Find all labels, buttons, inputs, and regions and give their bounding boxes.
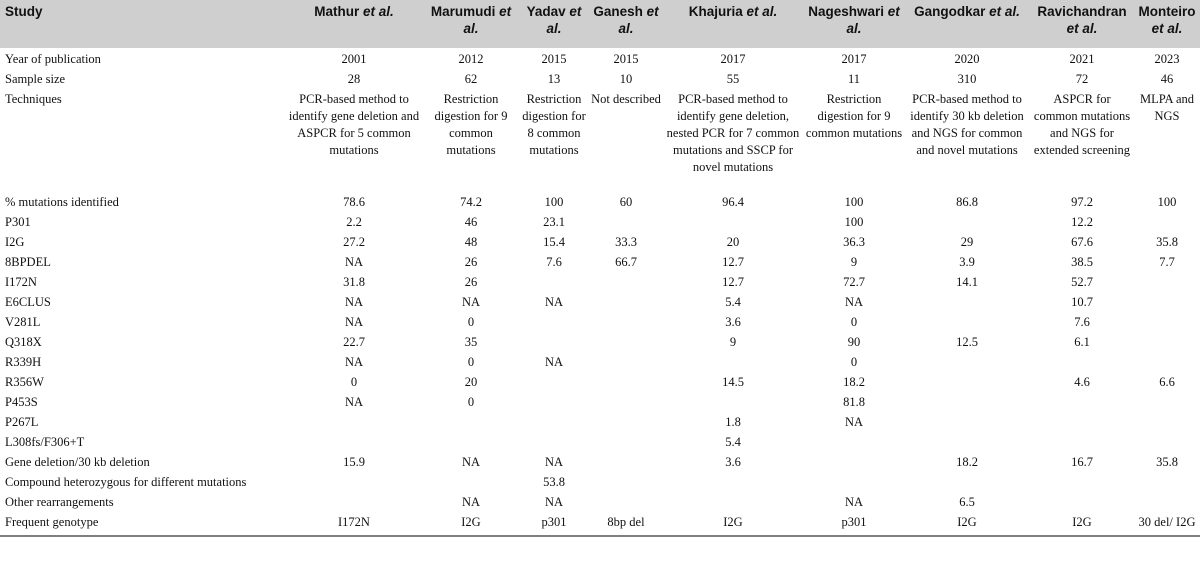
table-cell [284, 411, 424, 431]
column-header: Ravichandran et al. [1037, 4, 1127, 36]
table-cell: PCR-based method to identify gene deletion and ASPCR for 5 common mutations [288, 92, 420, 157]
table-cell: 66.7 [615, 255, 637, 269]
table-cell [1134, 331, 1200, 351]
table-cell: 3.6 [725, 455, 741, 469]
table-cell: 9 [850, 255, 858, 269]
table-cell: 6.5 [959, 495, 975, 509]
table-cell: 97.2 [1071, 195, 1093, 209]
table-row [0, 451, 1200, 471]
table-cell: 7.7 [1159, 255, 1175, 269]
table-row [0, 391, 1200, 411]
table-bottom-rule [0, 535, 1200, 537]
table-cell: 2017 [841, 52, 867, 66]
table-cell [904, 471, 1030, 491]
row-label: P267L [5, 415, 39, 429]
table-cell: 72 [1075, 72, 1089, 86]
table-cell [804, 431, 904, 451]
table-cell: PCR-based method to identify 30 kb deletion and NGS for common and novel mutations [910, 92, 1024, 157]
table-cell [1134, 471, 1200, 491]
table-cell [424, 471, 518, 491]
table-cell: I172N [338, 515, 370, 529]
table-cell: 60 [619, 195, 633, 209]
table-cell [662, 391, 804, 411]
table-cell [518, 431, 590, 451]
table-cell: 33.3 [615, 235, 637, 249]
row-label: L308fs/F306+T [5, 435, 85, 449]
table-cell: PCR-based method to identify gene deletion, nested PCR for 7 common mutations and SSCP for novel mutations [666, 92, 800, 174]
table-cell: 20 [726, 235, 740, 249]
table-cell: 26 [464, 255, 478, 269]
row-label: R339H [5, 355, 42, 369]
table-cell [1134, 311, 1200, 331]
table-cell: 100 [1157, 195, 1177, 209]
table-cell [1030, 431, 1134, 451]
table-cell: 86.8 [956, 195, 978, 209]
table-cell [904, 391, 1030, 411]
table-cell: 100 [844, 215, 864, 229]
table-cell [590, 431, 662, 451]
row-label: P453S [5, 395, 38, 409]
table-cell: 12.5 [956, 335, 978, 349]
table-cell: NA [344, 255, 364, 269]
table-cell: I2G [723, 515, 743, 529]
column-header: Study [5, 4, 43, 19]
table-cell: 7.6 [1074, 315, 1090, 329]
table-row [0, 411, 1200, 431]
table-cell [904, 291, 1030, 311]
table-cell [590, 391, 662, 411]
table-cell: 2021 [1069, 52, 1095, 66]
table-row [0, 231, 1200, 251]
table-cell: 12.2 [1071, 215, 1093, 229]
table-cell [590, 331, 662, 351]
table-cell: 6.6 [1159, 375, 1175, 389]
table-cell: 18.2 [956, 455, 978, 469]
table-cell: 27.2 [343, 235, 365, 249]
table-cell: 7.6 [546, 255, 562, 269]
table-cell: 0 [850, 355, 858, 369]
table-cell [1030, 391, 1134, 411]
table-cell: 8bp del [607, 515, 645, 529]
column-header: Ganesh et al. [593, 4, 659, 36]
column-header: Khajuria et al. [688, 4, 778, 19]
table-cell: 36.3 [843, 235, 865, 249]
table-header-row [0, 0, 1200, 48]
table-cell [662, 491, 804, 511]
table-cell: 2023 [1154, 52, 1180, 66]
table-cell: NA [544, 295, 564, 309]
table-cell: NA [344, 355, 364, 369]
table-cell: 4.6 [1074, 375, 1090, 389]
table-cell: 67.6 [1071, 235, 1093, 249]
table-cell: 55 [726, 72, 740, 86]
table-cell: 14.5 [722, 375, 744, 389]
row-label: I172N [5, 275, 37, 289]
row-label: 8BPDEL [5, 255, 51, 269]
table-cell [590, 471, 662, 491]
table-cell: 5.4 [725, 295, 741, 309]
row-label: R356W [5, 375, 44, 389]
table-cell: NA [461, 295, 481, 309]
table-body [0, 48, 1200, 534]
table-row [0, 471, 1200, 491]
table-cell: 2015 [541, 52, 567, 66]
table-cell: 53.8 [543, 475, 565, 489]
table-cell: 0 [350, 375, 358, 389]
table-cell [904, 311, 1030, 331]
column-header: Monteiro et al. [1138, 4, 1196, 36]
table-cell: NA [344, 395, 364, 409]
row-label: V281L [5, 315, 41, 329]
table-cell [518, 411, 590, 431]
table-cell: MLPA and NGS [1139, 92, 1195, 123]
table-row [0, 88, 1200, 191]
table-cell [590, 211, 662, 231]
table-cell [904, 411, 1030, 431]
table-cell [590, 411, 662, 431]
table-cell: Restriction digestion for 9 common mutations [434, 92, 508, 157]
table-cell: 16.7 [1071, 455, 1093, 469]
table-cell [662, 211, 804, 231]
table-cell: 35.8 [1156, 455, 1178, 469]
row-label: Q318X [5, 335, 42, 349]
table-cell: I2G [1072, 515, 1092, 529]
table-cell [804, 471, 904, 491]
table-cell [1134, 291, 1200, 311]
table-cell: 5.4 [725, 435, 741, 449]
table-cell [590, 491, 662, 511]
table-row [0, 251, 1200, 271]
table-cell: 28 [347, 72, 361, 86]
row-label: Sample size [5, 72, 66, 86]
table-cell [590, 271, 662, 291]
table-cell [284, 491, 424, 511]
table-cell: 0 [467, 315, 475, 329]
row-label: P301 [5, 215, 31, 229]
table-cell: 35.8 [1156, 235, 1178, 249]
table-row [0, 48, 1200, 68]
table-cell: 3.6 [725, 315, 741, 329]
table-cell [904, 351, 1030, 371]
table-cell: I2G [461, 515, 481, 529]
table-cell: p301 [541, 515, 567, 529]
table-cell: 9 [729, 335, 737, 349]
column-header: Mathur et al. [314, 4, 394, 19]
table-cell: p301 [841, 515, 867, 529]
table-cell: 11 [847, 72, 861, 86]
table-row [0, 371, 1200, 391]
table-cell: 96.4 [722, 195, 744, 209]
table-cell: 35 [464, 335, 478, 349]
table-cell: Restriction digestion for 9 common mutations [805, 92, 903, 140]
table-cell: 12.7 [722, 255, 744, 269]
table-cell: NA [544, 495, 564, 509]
table-cell: NA [844, 415, 864, 429]
row-label: Other rearrangements [5, 495, 114, 509]
table-cell [1030, 411, 1134, 431]
row-label: Gene deletion/30 kb deletion [5, 455, 150, 469]
table-row [0, 291, 1200, 311]
table-cell: 310 [957, 72, 977, 86]
table-cell: 10 [619, 72, 633, 86]
table-cell: 6.1 [1074, 335, 1090, 349]
table-cell: 2017 [720, 52, 746, 66]
column-header: Marumudi et al. [430, 4, 512, 36]
table-row [0, 331, 1200, 351]
table-cell: 0 [467, 395, 475, 409]
table-cell [1134, 391, 1200, 411]
table-cell: 81.8 [843, 395, 865, 409]
column-header: Gangodkar et al. [914, 4, 1020, 19]
table-cell [662, 471, 804, 491]
row-label: % mutations identified [5, 195, 119, 209]
table-row [0, 511, 1200, 534]
table-cell: 10.7 [1071, 295, 1093, 309]
table-cell [1030, 491, 1134, 511]
table-cell [590, 311, 662, 331]
table-cell: NA [844, 495, 864, 509]
row-label: E6CLUS [5, 295, 51, 309]
table-cell [284, 471, 424, 491]
table-cell: 2.2 [346, 215, 362, 229]
table-cell: Not described [591, 92, 661, 106]
table-cell: NA [544, 355, 564, 369]
table-cell [1134, 271, 1200, 291]
table-cell: 29 [960, 235, 974, 249]
table-cell [662, 351, 804, 371]
table-cell: 2001 [341, 52, 367, 66]
table-row [0, 491, 1200, 511]
table-cell: 72.7 [843, 275, 865, 289]
table-cell [1134, 411, 1200, 431]
table-cell: 46 [1160, 72, 1174, 86]
table-cell: 100 [544, 195, 564, 209]
table-cell: NA [461, 455, 481, 469]
table-cell: ASPCR for common mutations and NGS for extended screening [1033, 92, 1131, 157]
table-cell: 0 [850, 315, 858, 329]
table-cell: 46 [464, 215, 478, 229]
table-cell: 12.7 [722, 275, 744, 289]
table-row [0, 311, 1200, 331]
table-cell: NA [344, 315, 364, 329]
table-cell: NA [461, 495, 481, 509]
table-cell [518, 331, 590, 351]
table-cell [1134, 431, 1200, 451]
row-label: Compound heterozygous for different mutations [5, 475, 247, 489]
table-cell: 62 [464, 72, 478, 86]
table-cell: 78.6 [343, 195, 365, 209]
table-cell [518, 311, 590, 331]
table-cell: 15.9 [343, 455, 365, 469]
table-cell [904, 371, 1030, 391]
table-cell [284, 431, 424, 451]
table-row [0, 271, 1200, 291]
table-row [0, 431, 1200, 451]
table-cell: 3.9 [959, 255, 975, 269]
table-cell: I2G [957, 515, 977, 529]
table-cell [1134, 211, 1200, 231]
table-cell [590, 371, 662, 391]
table-cell: 2015 [613, 52, 639, 66]
row-label: Frequent genotype [5, 515, 99, 529]
table-cell: 1.8 [725, 415, 741, 429]
table-cell: 52.7 [1071, 275, 1093, 289]
table-row [0, 211, 1200, 231]
table-cell: 31.8 [343, 275, 365, 289]
table-cell [590, 451, 662, 471]
table-cell: 74.2 [460, 195, 482, 209]
table-cell: 20 [464, 375, 478, 389]
table-cell [1134, 491, 1200, 511]
table-cell: 38.5 [1071, 255, 1093, 269]
column-header: Nageshwari et al. [808, 4, 900, 36]
table-cell [518, 271, 590, 291]
table-cell [904, 211, 1030, 231]
row-label: I2G [5, 235, 25, 249]
table-cell: 100 [844, 195, 864, 209]
table-cell: 18.2 [843, 375, 865, 389]
table-cell [804, 451, 904, 471]
table-cell [1030, 351, 1134, 371]
table-cell [1134, 351, 1200, 371]
table-cell: 23.1 [543, 215, 565, 229]
table-cell: 2012 [458, 52, 484, 66]
table-cell [1030, 471, 1134, 491]
table-row [0, 68, 1200, 88]
table-cell: 0 [467, 355, 475, 369]
table-cell: 2020 [954, 52, 980, 66]
table-cell [424, 431, 518, 451]
table-row [0, 351, 1200, 371]
table-cell: NA [544, 455, 564, 469]
table-cell: Restriction digestion for 8 common mutations [522, 92, 586, 157]
table-cell: 14.1 [956, 275, 978, 289]
table-cell [424, 411, 518, 431]
table-cell [518, 391, 590, 411]
table-cell [518, 371, 590, 391]
column-header: Yadav et al. [526, 4, 582, 36]
table-cell: 30 del/ I2G [1138, 515, 1196, 529]
table-cell: 15.4 [543, 235, 565, 249]
table-cell [904, 431, 1030, 451]
table-cell: 48 [464, 235, 478, 249]
table-cell: 22.7 [343, 335, 365, 349]
table-cell: NA [344, 295, 364, 309]
row-label: Techniques [5, 92, 62, 106]
table-row [0, 191, 1200, 211]
table-cell: 26 [464, 275, 478, 289]
row-label: Year of publication [5, 52, 101, 66]
table-cell: NA [844, 295, 864, 309]
table-cell [590, 351, 662, 371]
table-cell: 13 [547, 72, 561, 86]
table-cell: 90 [847, 335, 861, 349]
table-cell [590, 291, 662, 311]
